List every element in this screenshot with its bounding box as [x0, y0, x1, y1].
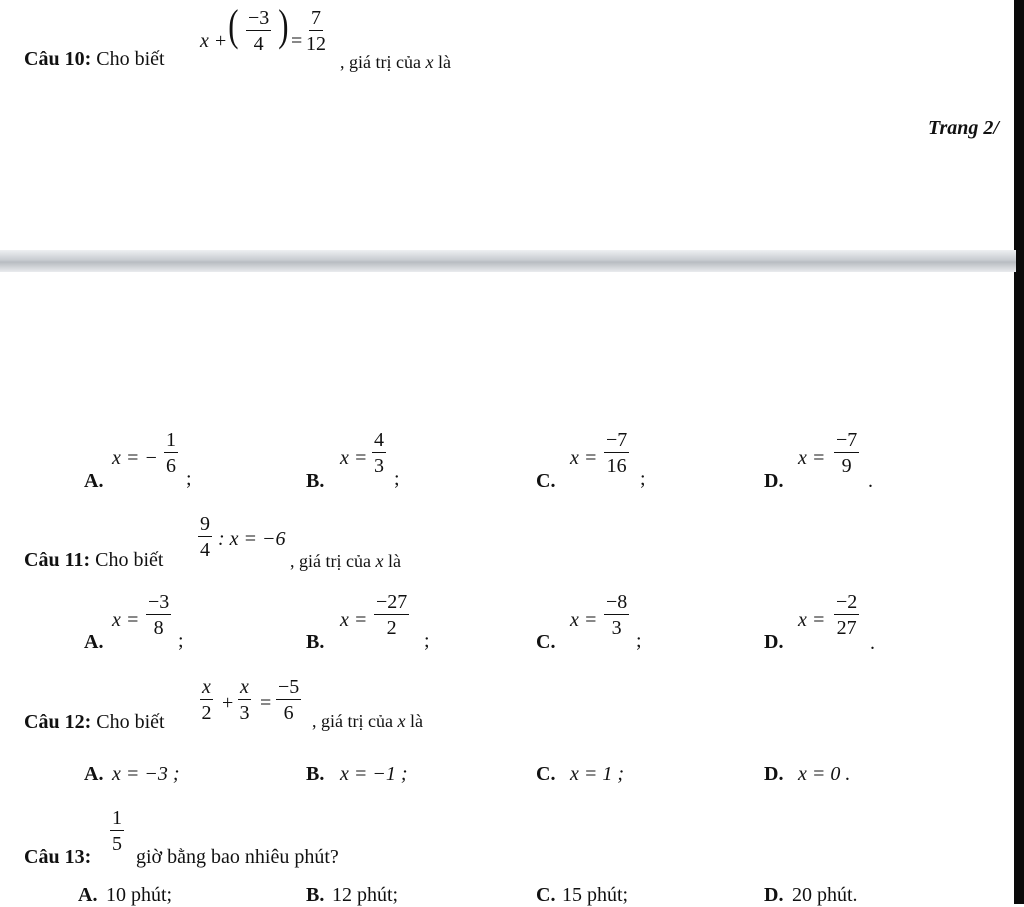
- q11-option-b-fraction: [374, 592, 409, 638]
- q10-tail-end: là: [437, 52, 451, 72]
- q11-option-d-fraction: [834, 592, 859, 638]
- q12-tail-var: x: [397, 711, 406, 731]
- q11-tail-text: , giá trị của: [290, 551, 371, 571]
- q10-option-b-lhs: x =: [340, 447, 368, 469]
- q10-option-d-lhs: x =: [798, 447, 826, 469]
- q10-option-a-lhs: x = −: [112, 447, 158, 469]
- q11-frac-den: 4: [200, 539, 210, 561]
- q10-eq-x: x: [200, 30, 209, 52]
- q11-frac-num: 9: [200, 513, 210, 535]
- q11-lead: Cho biết: [95, 549, 164, 571]
- q11-option-b-end: ;: [424, 630, 430, 652]
- q12-label: Câu 12:: [24, 711, 92, 733]
- q12-option-d-letter: D.: [764, 763, 784, 785]
- q11-option-c-letter: C.: [536, 631, 556, 653]
- q10-tail: [340, 52, 451, 73]
- q12-tail-end: là: [409, 711, 423, 731]
- q10-tail-text: , giá trị của: [340, 52, 421, 72]
- q13-tail: giờ bằng bao nhiêu phút?: [136, 846, 339, 868]
- q11-option-c-end: ;: [636, 630, 642, 652]
- q12-option-b-letter: B.: [306, 763, 325, 785]
- q12-f2-num: x: [240, 676, 249, 698]
- q10-eq-plus: +: [215, 30, 227, 52]
- page-number-label: Trang 2/: [928, 117, 999, 139]
- q11-option-b-den: 2: [386, 617, 397, 639]
- q12-f1-den: 2: [201, 702, 212, 724]
- q13-option-b-text: 12 phút;: [332, 884, 399, 906]
- q12-fraction-1: [200, 677, 213, 723]
- q11-option-c-num: −8: [606, 591, 628, 613]
- q13-option-d-letter: D.: [764, 884, 784, 906]
- q13-option-d-text: 20 phút.: [792, 884, 858, 906]
- q12-plus: +: [222, 692, 234, 714]
- q11-option-a-lhs: x =: [112, 609, 140, 631]
- q12-tail: [312, 711, 423, 732]
- q11-option-c-fraction: [604, 592, 629, 638]
- q11-option-c-lhs: x =: [570, 609, 598, 631]
- q10-lead: Cho biết: [96, 48, 165, 70]
- q10-option-d-num: −7: [836, 429, 858, 451]
- q12-option-a-letter: A.: [84, 763, 104, 785]
- q11-option-a-den: 8: [153, 617, 164, 639]
- q12-fraction-3: [276, 677, 301, 723]
- q10-option-a-letter: A.: [84, 470, 104, 492]
- q12-f3-num: −5: [278, 676, 300, 698]
- q10-option-b-letter: B.: [306, 470, 325, 492]
- q10-option-b-den: 3: [374, 455, 384, 477]
- q10-option-d-fraction: [834, 430, 859, 476]
- q13-option-c-text: 15 phút;: [562, 884, 629, 906]
- q10-paren-close: ): [278, 1, 289, 50]
- q12-f2-den: 3: [239, 702, 250, 724]
- q11-fraction: [198, 514, 212, 560]
- q10-eq-equals: =: [291, 30, 303, 52]
- q13-option-c-letter: C.: [536, 884, 556, 906]
- q11-tail-var: x: [375, 551, 384, 571]
- q11-equation-rest: : x = −6: [218, 528, 286, 550]
- q10-option-a-fraction: [164, 430, 178, 476]
- q12-option-b-text: x = −1 ;: [340, 763, 408, 785]
- q10-paren-num: −3: [248, 7, 270, 29]
- q11-option-d-lhs: x =: [798, 609, 826, 631]
- q10-option-d-den: 9: [841, 455, 852, 477]
- q10-paren-den: 4: [253, 33, 264, 55]
- q11-stem: [24, 549, 163, 572]
- q12-option-d-text: x = 0 .: [798, 763, 851, 785]
- q10-option-a-num: 1: [166, 429, 176, 451]
- q11-option-d-den: 27: [836, 617, 857, 639]
- q11-option-b-lhs: x =: [340, 609, 368, 631]
- q10-option-c-end: ;: [640, 468, 646, 490]
- q10-rhs-fraction: [306, 8, 326, 54]
- q10-rhs-den: 12: [306, 33, 326, 55]
- q10-option-c-num: −7: [606, 429, 628, 451]
- q12-lead: Cho biết: [96, 711, 165, 733]
- q11-option-d-num: −2: [836, 591, 858, 613]
- q10-option-b-fraction: [372, 430, 386, 476]
- q10-option-d-end: .: [868, 470, 873, 492]
- q11-label: Câu 11:: [24, 549, 91, 571]
- q11-option-a-num: −3: [148, 591, 170, 613]
- q11-option-b-letter: B.: [306, 631, 325, 653]
- q10-option-b-end: ;: [394, 468, 400, 490]
- q13-label: Câu 13:: [24, 846, 92, 868]
- q11-option-a-end: ;: [178, 630, 184, 652]
- q10-option-c-fraction: [604, 430, 629, 476]
- q11-option-d-letter: D.: [764, 631, 784, 653]
- q10-option-c-lhs: x =: [570, 447, 598, 469]
- q13-option-b-letter: B.: [306, 884, 325, 906]
- q11-option-b-num: −27: [376, 591, 408, 613]
- q11-tail: [290, 551, 401, 572]
- q13-frac-num: 1: [112, 807, 122, 829]
- q12-f3-den: 6: [283, 702, 294, 724]
- q13-stem: [24, 846, 91, 869]
- q11-option-a-fraction: [146, 592, 171, 638]
- q12-fraction-2: [238, 677, 251, 723]
- q13-option-a-letter: A.: [78, 884, 98, 906]
- q10-stem: [24, 48, 165, 71]
- q11-option-a-letter: A.: [84, 631, 104, 653]
- q12-option-c-text: x = 1 ;: [570, 763, 625, 785]
- page-separator: [0, 250, 1016, 272]
- q12-tail-text: , giá trị của: [312, 711, 393, 731]
- q10-paren-fraction: [246, 8, 271, 54]
- q10-option-d-letter: D.: [764, 470, 784, 492]
- q10-option-c-den: 16: [606, 455, 627, 477]
- q11-option-d-end: .: [870, 632, 875, 654]
- q10-label: Câu 10:: [24, 48, 92, 70]
- q10-rhs-num: 7: [311, 7, 321, 29]
- q10-option-b-num: 4: [374, 429, 384, 451]
- q10-option-c-letter: C.: [536, 470, 556, 492]
- q13-option-a-text: 10 phút;: [106, 884, 173, 906]
- q11-tail-end: là: [387, 551, 401, 571]
- q10-paren-open: (: [228, 1, 239, 50]
- q12-stem: [24, 711, 165, 734]
- q12-option-c-letter: C.: [536, 763, 556, 785]
- q13-fraction: [110, 808, 124, 854]
- q10-tail-var: x: [425, 52, 434, 72]
- q10-option-a-den: 6: [166, 455, 176, 477]
- q12-equals: =: [260, 692, 272, 714]
- q12-f1-num: x: [202, 676, 211, 698]
- q10-option-a-end: ;: [186, 468, 192, 490]
- q13-frac-den: 5: [112, 833, 122, 855]
- q12-option-a-text: x = −3 ;: [112, 763, 180, 785]
- q11-option-c-den: 3: [611, 617, 622, 639]
- window-edge: [1014, 0, 1024, 904]
